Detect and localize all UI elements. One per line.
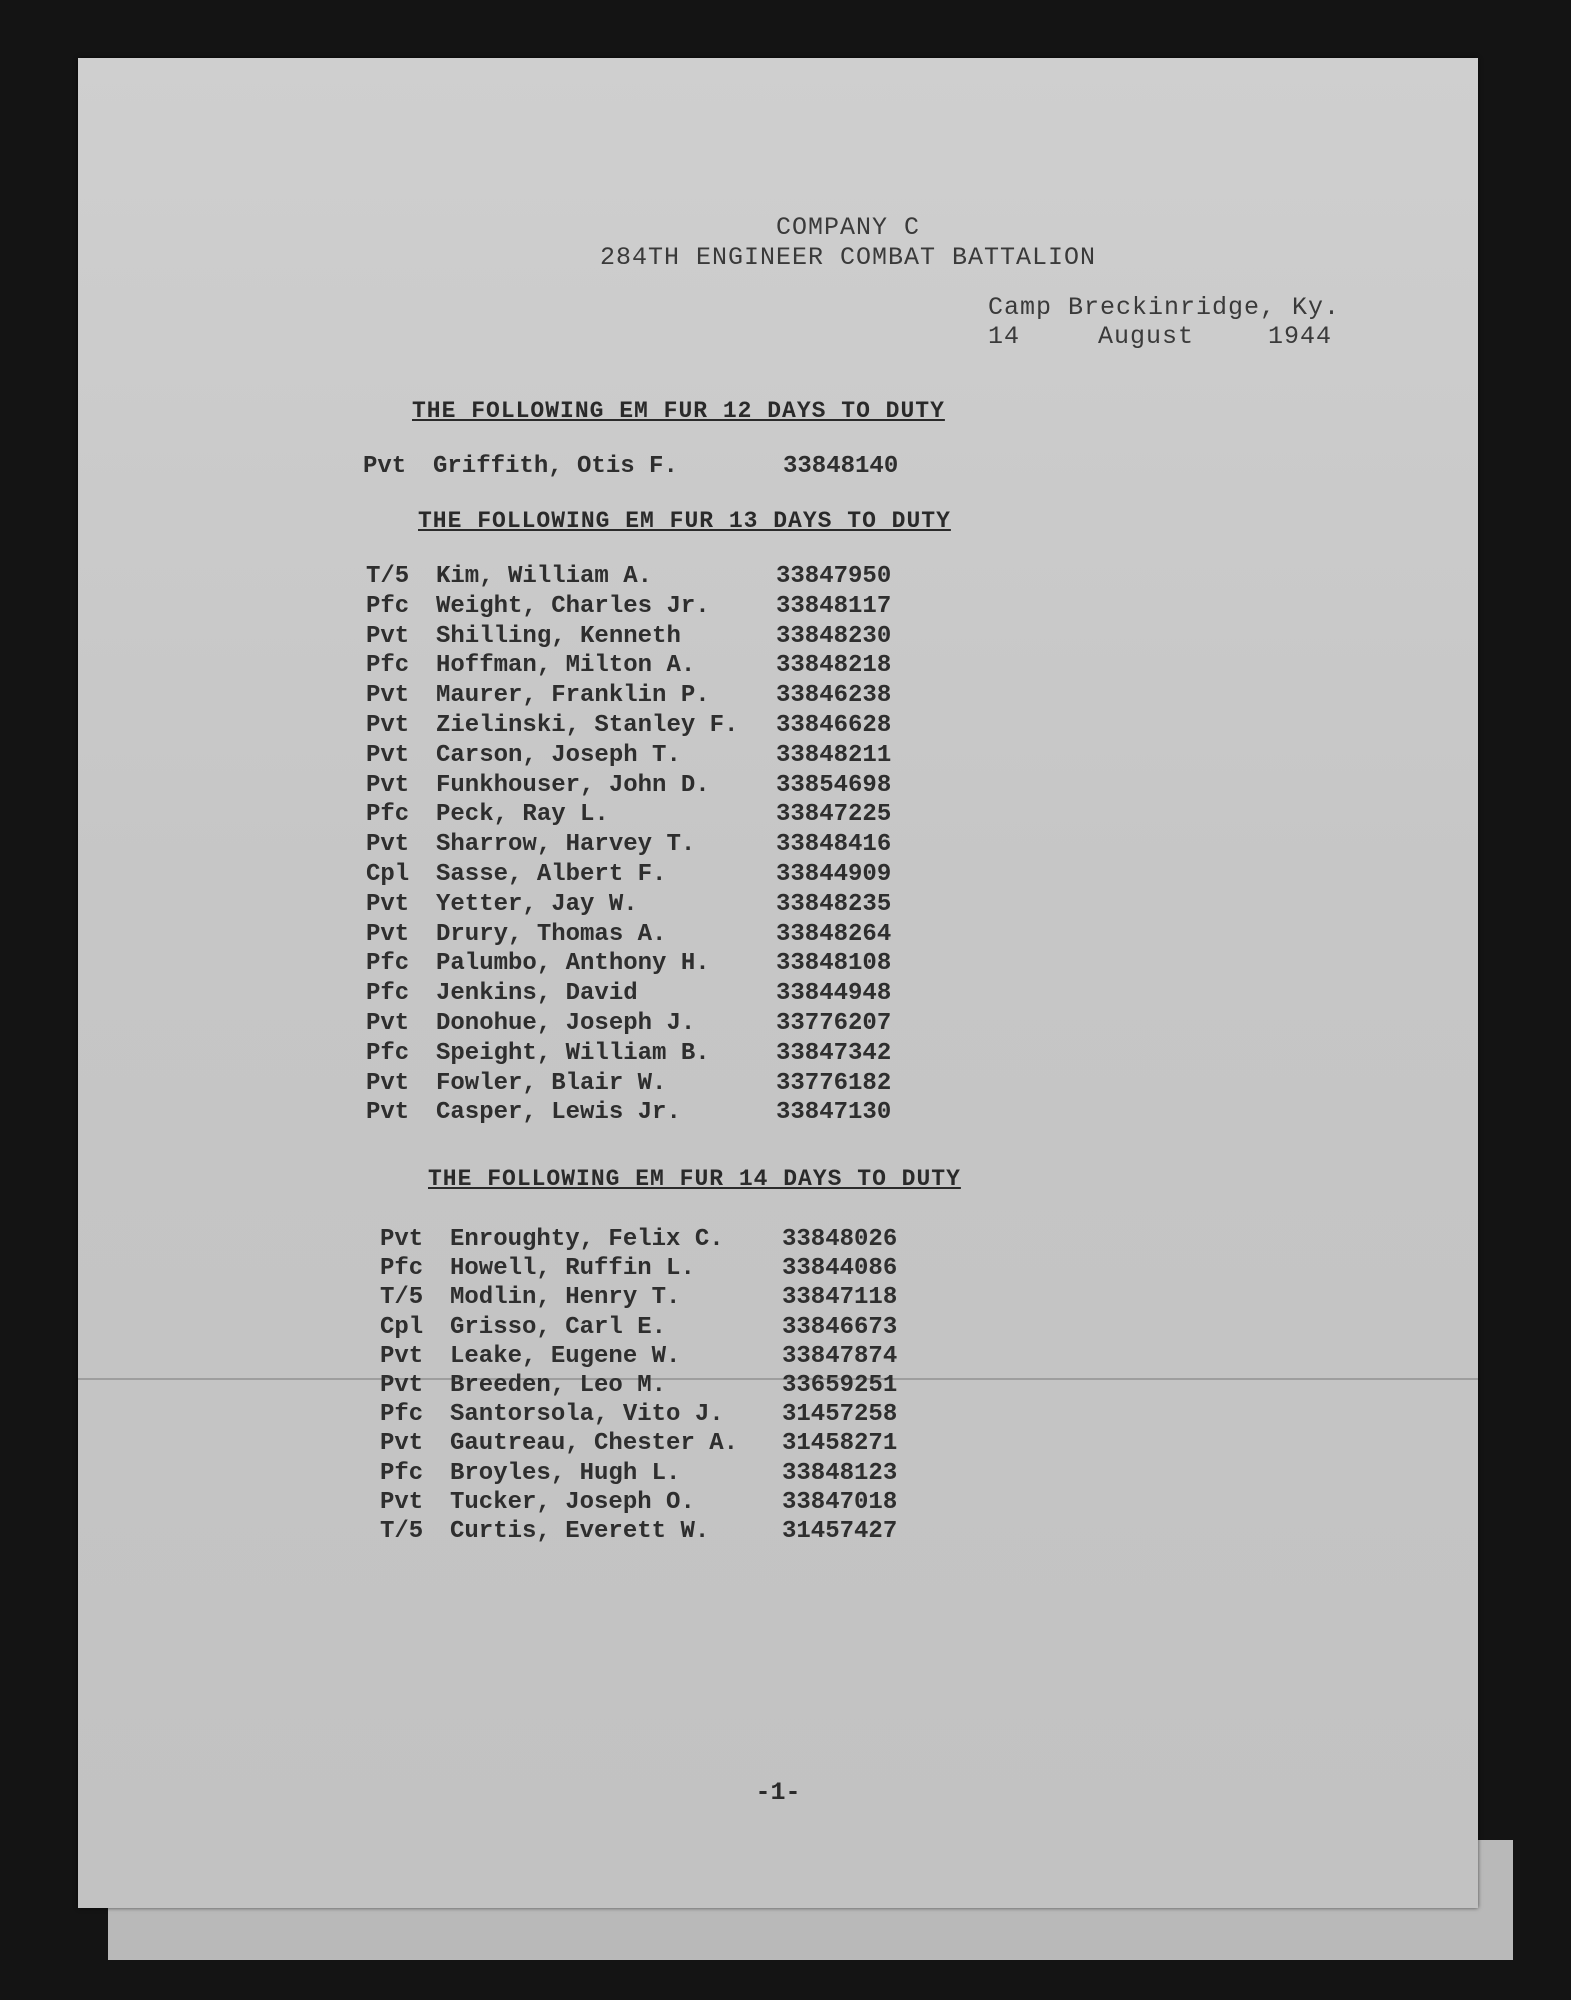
entry-serial: 33848123 bbox=[782, 1459, 898, 1487]
entry-serial: 31457258 bbox=[782, 1401, 898, 1429]
entry-name: Griffith, Otis F. bbox=[433, 453, 678, 480]
entry-rank: Pfc bbox=[366, 1039, 410, 1067]
entry-rank: Pvt bbox=[380, 1226, 424, 1253]
entry-name: Funkhouser, John D. bbox=[436, 771, 710, 799]
entry-serial: 31458271 bbox=[782, 1430, 898, 1458]
dateline bbox=[988, 293, 1340, 351]
entry-serial: 33846628 bbox=[776, 712, 892, 739]
entry-serial: 33848117 bbox=[776, 592, 892, 620]
list-item bbox=[366, 592, 892, 623]
list-item bbox=[380, 1459, 898, 1490]
list-item bbox=[366, 622, 892, 653]
entry-rank: Cpl bbox=[366, 861, 410, 888]
entry-rank: Pfc bbox=[366, 950, 410, 978]
entry-name: Grisso, Carl E. bbox=[450, 1313, 667, 1341]
entry-serial: 33847018 bbox=[782, 1488, 898, 1516]
entry-name: Curtis, Everett W. bbox=[450, 1518, 710, 1545]
list-item bbox=[366, 950, 892, 980]
entry-rank: Pvt bbox=[366, 682, 410, 710]
list-item bbox=[380, 1342, 898, 1373]
page-number: -1- bbox=[755, 1778, 801, 1807]
list-item bbox=[380, 1255, 898, 1285]
entry-rank: Pvt bbox=[380, 1488, 424, 1516]
list-item bbox=[380, 1401, 898, 1431]
entry-rank: Pvt bbox=[380, 1430, 424, 1458]
list-item bbox=[366, 890, 892, 921]
list-item bbox=[380, 1226, 898, 1256]
entry-serial: 31457427 bbox=[782, 1518, 898, 1545]
list-item bbox=[380, 1430, 898, 1460]
list-item bbox=[366, 1099, 892, 1129]
entry-rank: Pvt bbox=[366, 741, 410, 769]
entry-serial: 33844948 bbox=[776, 980, 892, 1008]
entry-name: Enroughty, Felix C. bbox=[450, 1226, 724, 1253]
entry-rank: Pvt bbox=[366, 831, 410, 859]
entry-rank: Pfc bbox=[366, 980, 410, 1008]
date-day: 14 bbox=[988, 322, 1021, 351]
entry-rank: Pvt bbox=[366, 712, 410, 739]
list-item bbox=[380, 1518, 898, 1548]
entry-name: Tucker, Joseph O. bbox=[450, 1488, 695, 1516]
battalion-title: 284TH ENGINEER COMBAT BATTALION bbox=[599, 243, 1097, 272]
entry-name: Santorsola, Vito J. bbox=[450, 1401, 724, 1429]
entry-rank: Pfc bbox=[366, 592, 410, 620]
entry-serial: 33847118 bbox=[782, 1284, 898, 1312]
entry-name: Donohue, Joseph J. bbox=[436, 1010, 696, 1037]
entry-rank: Pvt bbox=[366, 1099, 410, 1127]
entry-rank: T/5 bbox=[366, 563, 410, 590]
entry-rank: Pfc bbox=[366, 801, 410, 829]
entry-serial: 33848235 bbox=[776, 890, 892, 918]
entry-rank: Pvt bbox=[366, 622, 410, 650]
list-item bbox=[366, 652, 892, 682]
list-item bbox=[366, 920, 892, 951]
list-item bbox=[366, 563, 892, 593]
entry-serial: 33848211 bbox=[776, 741, 892, 769]
entry-serial: 33848026 bbox=[782, 1226, 898, 1253]
place: Camp Breckinridge, Ky. bbox=[988, 293, 1341, 322]
list-item bbox=[366, 1039, 892, 1070]
entry-rank: T/5 bbox=[380, 1518, 424, 1545]
entry-serial: 33846673 bbox=[782, 1313, 898, 1341]
entry-name: Zielinski, Stanley F. bbox=[436, 712, 739, 739]
entry-rank: Pvt bbox=[380, 1372, 424, 1399]
entry-name: Gautreau, Chester A. bbox=[450, 1430, 739, 1458]
entry-rank: Pvt bbox=[366, 771, 410, 799]
document-header bbox=[498, 213, 1198, 273]
entry-name: Peck, Ray L. bbox=[436, 801, 609, 829]
entry-serial: 33848108 bbox=[776, 950, 892, 978]
entry-name: Kim, William A. bbox=[436, 563, 653, 590]
entry-serial: 33848230 bbox=[776, 622, 892, 650]
list-item bbox=[366, 682, 892, 712]
entry-rank: Cpl bbox=[380, 1313, 424, 1341]
entry-serial: 33844086 bbox=[782, 1255, 898, 1283]
list-item bbox=[366, 980, 892, 1010]
entry-rank: Pvt bbox=[366, 920, 410, 948]
list-item bbox=[380, 1488, 898, 1519]
entry-name: Broyles, Hugh L. bbox=[450, 1459, 681, 1487]
entry-serial: 33847874 bbox=[782, 1342, 898, 1370]
entry-name: Palumbo, Anthony H. bbox=[436, 950, 710, 978]
entry-rank: Pfc bbox=[380, 1401, 424, 1429]
entry-name: Yetter, Jay W. bbox=[436, 890, 638, 918]
entry-name: Howell, Ruffin L. bbox=[450, 1255, 695, 1283]
entry-name: Modlin, Henry T. bbox=[450, 1284, 681, 1312]
entry-name: Drury, Thomas A. bbox=[436, 920, 667, 948]
company-title: COMPANY C bbox=[775, 213, 921, 242]
entry-serial: 33846238 bbox=[776, 682, 892, 710]
list-item bbox=[366, 861, 892, 891]
list-item bbox=[366, 1069, 892, 1100]
entry-serial: 33848140 bbox=[783, 453, 899, 480]
entry-serial: 33848264 bbox=[776, 920, 892, 948]
list-item bbox=[366, 831, 892, 861]
entry-name: Jenkins, David bbox=[436, 980, 638, 1008]
entry-name: Shilling, Kenneth bbox=[436, 622, 681, 650]
list-item bbox=[366, 1010, 892, 1040]
entry-rank: T/5 bbox=[380, 1284, 424, 1312]
entry-serial: 33847950 bbox=[776, 563, 892, 590]
list-item bbox=[366, 712, 892, 742]
entry-serial: 33847225 bbox=[776, 801, 892, 829]
entry-name: Leake, Eugene W. bbox=[450, 1342, 681, 1370]
entry-serial: 33848218 bbox=[776, 652, 892, 680]
entry-name: Sasse, Albert F. bbox=[436, 861, 667, 888]
list-item bbox=[366, 771, 892, 802]
entry-name: Sharrow, Harvey T. bbox=[436, 831, 696, 859]
entry-rank: Pfc bbox=[380, 1459, 424, 1487]
section-title-13-days: THE FOLLOWING EM FUR 13 DAYS TO DUTY bbox=[418, 508, 951, 534]
entry-name: Casper, Lewis Jr. bbox=[436, 1099, 681, 1127]
list-item bbox=[380, 1313, 898, 1344]
entry-serial: 33848416 bbox=[776, 831, 892, 859]
entry-rank: Pfc bbox=[366, 652, 410, 680]
fold-line bbox=[78, 1378, 1478, 1380]
entry-serial: 33854698 bbox=[776, 771, 892, 799]
entry-serial: 33776182 bbox=[776, 1069, 892, 1097]
entry-serial: 33776207 bbox=[776, 1010, 892, 1037]
list-item bbox=[363, 453, 899, 483]
entry-serial: 33847342 bbox=[776, 1039, 892, 1067]
list-item bbox=[380, 1284, 898, 1314]
date bbox=[988, 322, 1340, 351]
entry-rank: Pvt bbox=[366, 1010, 410, 1037]
document-page bbox=[78, 58, 1478, 1908]
entry-rank: Pvt bbox=[363, 453, 407, 480]
entry-serial: 33847130 bbox=[776, 1099, 892, 1127]
entry-rank: Pvt bbox=[380, 1342, 424, 1370]
entry-name: Carson, Joseph T. bbox=[436, 741, 681, 769]
date-month: August bbox=[1098, 322, 1195, 351]
section-title-14-days: THE FOLLOWING EM FUR 14 DAYS TO DUTY bbox=[428, 1166, 961, 1192]
entry-name: Speight, William B. bbox=[436, 1039, 710, 1067]
entry-rank: Pfc bbox=[380, 1255, 424, 1283]
entry-name: Fowler, Blair W. bbox=[436, 1069, 667, 1097]
entry-rank: Pvt bbox=[366, 890, 410, 918]
section-title-12-days: THE FOLLOWING EM FUR 12 DAYS TO DUTY bbox=[412, 398, 945, 424]
list-item bbox=[366, 801, 892, 831]
entry-rank: Pvt bbox=[366, 1069, 410, 1097]
entry-name: Breeden, Leo M. bbox=[450, 1372, 667, 1399]
entry-serial: 33844909 bbox=[776, 861, 892, 888]
entry-name: Weight, Charles Jr. bbox=[436, 592, 710, 620]
date-year: 1944 bbox=[1268, 322, 1333, 351]
entry-name: Hoffman, Milton A. bbox=[436, 652, 696, 680]
list-item bbox=[380, 1372, 898, 1402]
list-item bbox=[366, 741, 892, 772]
entry-name: Maurer, Franklin P. bbox=[436, 682, 710, 710]
entry-serial: 33659251 bbox=[782, 1372, 898, 1399]
